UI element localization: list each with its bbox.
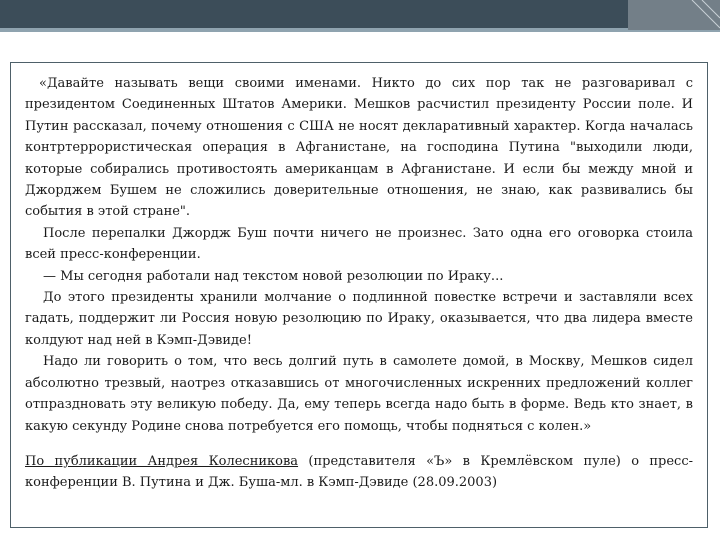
source-citation [25, 451, 693, 494]
paragraph-quote: «Давайте называть вещи своими именами. Никто до сих пор так не разговаривал с президентом Соединенных Штатов Америки. Мешков расчистил президенту России поле. И Путин рассказал, почему отношения с США не носят декларативный характер. Когда началась контртеррористическая операция в Афганистане, на господина Путина "выходили люди, которые собирались противостоять американцам в Афганистане. И если бы между мной и Джорджем Бушем не сложились доверительные отношения, не знаю, как развивались бы события в этой стране". [25, 76, 693, 220]
paragraph-silence: До этого президенты хранили молчание о подлинной повестке встречи и заставляли всех гадать, поддержит ли Россия новую резолюцию по Ираку, оказывается, что два лидера вместе колдуют над ней в Кэмп-Дэвиде! [25, 290, 693, 348]
source-description: (представителя «Ъ» в Кремлёвском пуле) о пресс-конференции В. Путина и Дж. Буша-мл. в Кэмп-Дэвиде (28.09.2003) [25, 453, 694, 491]
corner-decoration [680, 0, 720, 40]
quote-text-box [10, 62, 708, 528]
paragraph-resolution: — Мы сегодня работали над текстом новой резолюции по Ираку... [43, 268, 504, 284]
header-band [0, 0, 720, 28]
paragraph-bush: После перепалки Джордж Буш почти ничего не произнес. Зато одна его оговорка стоила всей пресс-конференции. [25, 225, 693, 263]
paragraph-meshkov: Надо ли говорить о том, что весь долгий путь в самолете домой, в Москву, Мешков сидел абсолютно трезвый, наотрез отказавшись от многочисленных искренних предложений коллег отпраздновать эту великую победу. Да, ему теперь всегда надо быть в форме. Ведь кто знает, в какую секунду Родине снова потребуется его помощь, чтобы подняться с колен.» [25, 354, 693, 434]
header-accent-line [0, 28, 720, 32]
source-author-link[interactable]: По публикации Андрея Колесникова [25, 453, 299, 469]
